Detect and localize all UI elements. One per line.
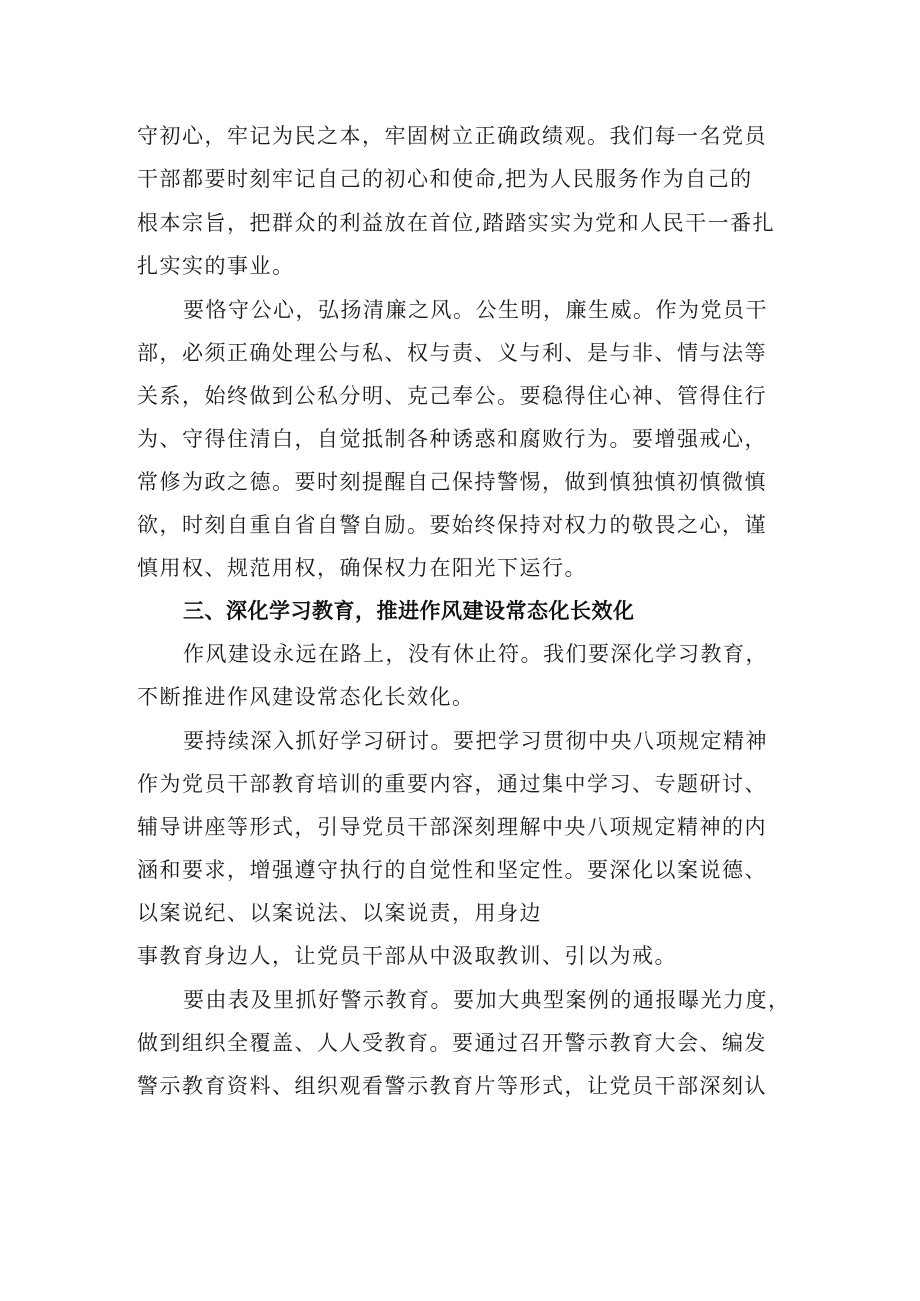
text-line: 作风建设永远在路上，没有休止符。我们要深化学习教育， xyxy=(183,642,768,666)
text-line: 不断推进作风建设常态化长效化。 xyxy=(137,685,475,709)
text-line: 扎实实的事业。 xyxy=(137,254,295,278)
text-line: 欲，时刻自重自省自警自励。要始终保持对权力的敬畏之心，谨 xyxy=(137,513,767,537)
text-line: 部，必须正确处理公与私、权与责、义与利、是与非、情与法等 xyxy=(137,341,767,365)
text-line: 作为党员干部教育培训的重要内容，通过集中学习、专题研讨、 xyxy=(137,772,767,796)
text-line: 关系，始终做到公私分明、克己奉公。要稳得住心神、管得住行 xyxy=(137,384,767,408)
text-line: 为、守得住清白，自觉抵制各种诱惑和腐败行为。要增强戒心， xyxy=(137,427,767,451)
text-line: 慎用权、规范用权，确保权力在阳光下运行。 xyxy=(137,556,587,580)
text-line: 以案说纪、以案说法、以案说责，用身边 xyxy=(137,901,542,925)
text-line: 辅导讲座等形式，引导党员干部深刻理解中央八项规定精神的内 xyxy=(137,815,767,839)
text-line: 要恪守公心，弘扬清廉之风。公生明，廉生威。作为党员干 xyxy=(183,298,768,322)
text-line: 涵和要求，增强遵守执行的自觉性和坚定性。要深化以案说德、 xyxy=(137,858,767,882)
text-line: 常修为政之德。要时刻提醒自己保持警惕，做到慎独慎初慎微慎 xyxy=(137,470,767,494)
text-line: 根本宗旨，把群众的利益放在首位,踏踏实实为党和人民干一番扎 xyxy=(137,211,776,235)
section-heading: 三、深化学习教育，推进作风建设常态化长效化 xyxy=(183,599,635,623)
text-line: 守初心，牢记为民之本，牢固树立正确政绩观。我们每一名党员 xyxy=(137,124,767,148)
text-line: 要持续深入抓好学习研讨。要把学习贯彻中央八项规定精神 xyxy=(183,729,768,753)
text-line: 要由表及里抓好警示教育。要加大典型案例的通报曝光力度， xyxy=(183,988,791,1012)
text-line: 警示教育资料、组织观看警示教育片等形式，让党员干部深刻认 xyxy=(137,1074,767,1098)
text-line: 做到组织全覆盖、人人受教育。要通过召开警示教育大会、编发 xyxy=(137,1031,767,1055)
text-line: 干部都要时刻牢记自己的初心和使命,把为人民服务作为自己的 xyxy=(137,167,753,191)
text-line: 事教育身边人，让党员干部从中汲取教训、引以为戒。 xyxy=(137,944,677,968)
